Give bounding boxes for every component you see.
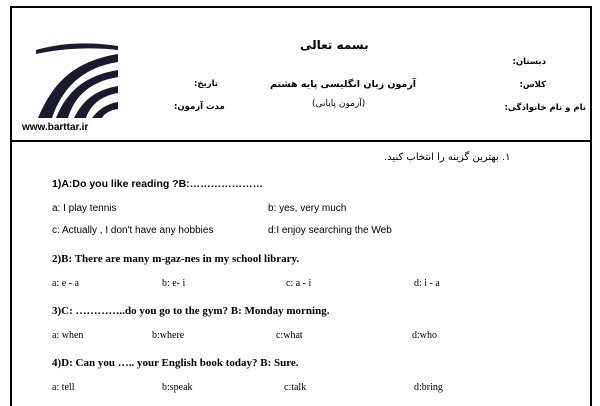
- question-4: 4)D: Can you ….. your English book today? B: Sure.: [52, 357, 299, 369]
- barttar-logo: [34, 40, 120, 120]
- question-1: 1)A:Do you like reading ?B:…………………: [52, 178, 264, 190]
- date-label: تاریخ:: [194, 79, 218, 89]
- bismillah-heading: بسمه تعالی: [300, 38, 369, 52]
- q3-option-b: b:where: [152, 330, 185, 341]
- q1-option-c: c: Actually , I don't have any hobbies: [52, 225, 214, 236]
- duration-label: مدت آزمون:: [174, 102, 225, 112]
- school-label: دبستان:: [512, 57, 546, 67]
- exam-type: (آزمون پایانی): [312, 99, 366, 109]
- header-divider: [10, 140, 592, 142]
- q4-option-d: d:bring: [414, 382, 443, 393]
- q1-option-a: a: I play tennis: [52, 203, 117, 214]
- question-3: 3)C: …………..do you go to the gym? B: Monday morning.: [52, 305, 330, 317]
- q2-option-a: a: e - a: [52, 278, 79, 289]
- q4-option-b: b:speak: [162, 382, 193, 393]
- q1-option-b: b: yes, very much: [268, 203, 347, 214]
- q4-option-c: c:talk: [284, 382, 307, 393]
- q2-option-b: b: e- i: [162, 278, 186, 289]
- question-2: 2)B: There are many m-gaz-nes in my school library.: [52, 253, 300, 265]
- q3-option-d: d:who: [412, 330, 437, 341]
- q3-option-c: c:what: [276, 330, 303, 341]
- name-label: نام و نام خانوادگی:: [504, 103, 586, 113]
- section-instruction: ۱. بهترین گزینه را انتخاب کنید.: [384, 152, 511, 163]
- q3-option-a: a: when: [52, 330, 84, 341]
- q2-option-c: c: a - i: [286, 278, 312, 289]
- q2-option-d: d: i - a: [414, 278, 440, 289]
- exam-title: آزمون زبان انگلیسی پایه هشتم: [270, 79, 417, 90]
- class-label: کلاس:: [519, 80, 546, 90]
- q1-option-d: d:I enjoy searching the Web: [268, 225, 392, 236]
- site-url: www.barttar.ir: [22, 122, 89, 133]
- q4-option-a: a: tell: [52, 382, 75, 393]
